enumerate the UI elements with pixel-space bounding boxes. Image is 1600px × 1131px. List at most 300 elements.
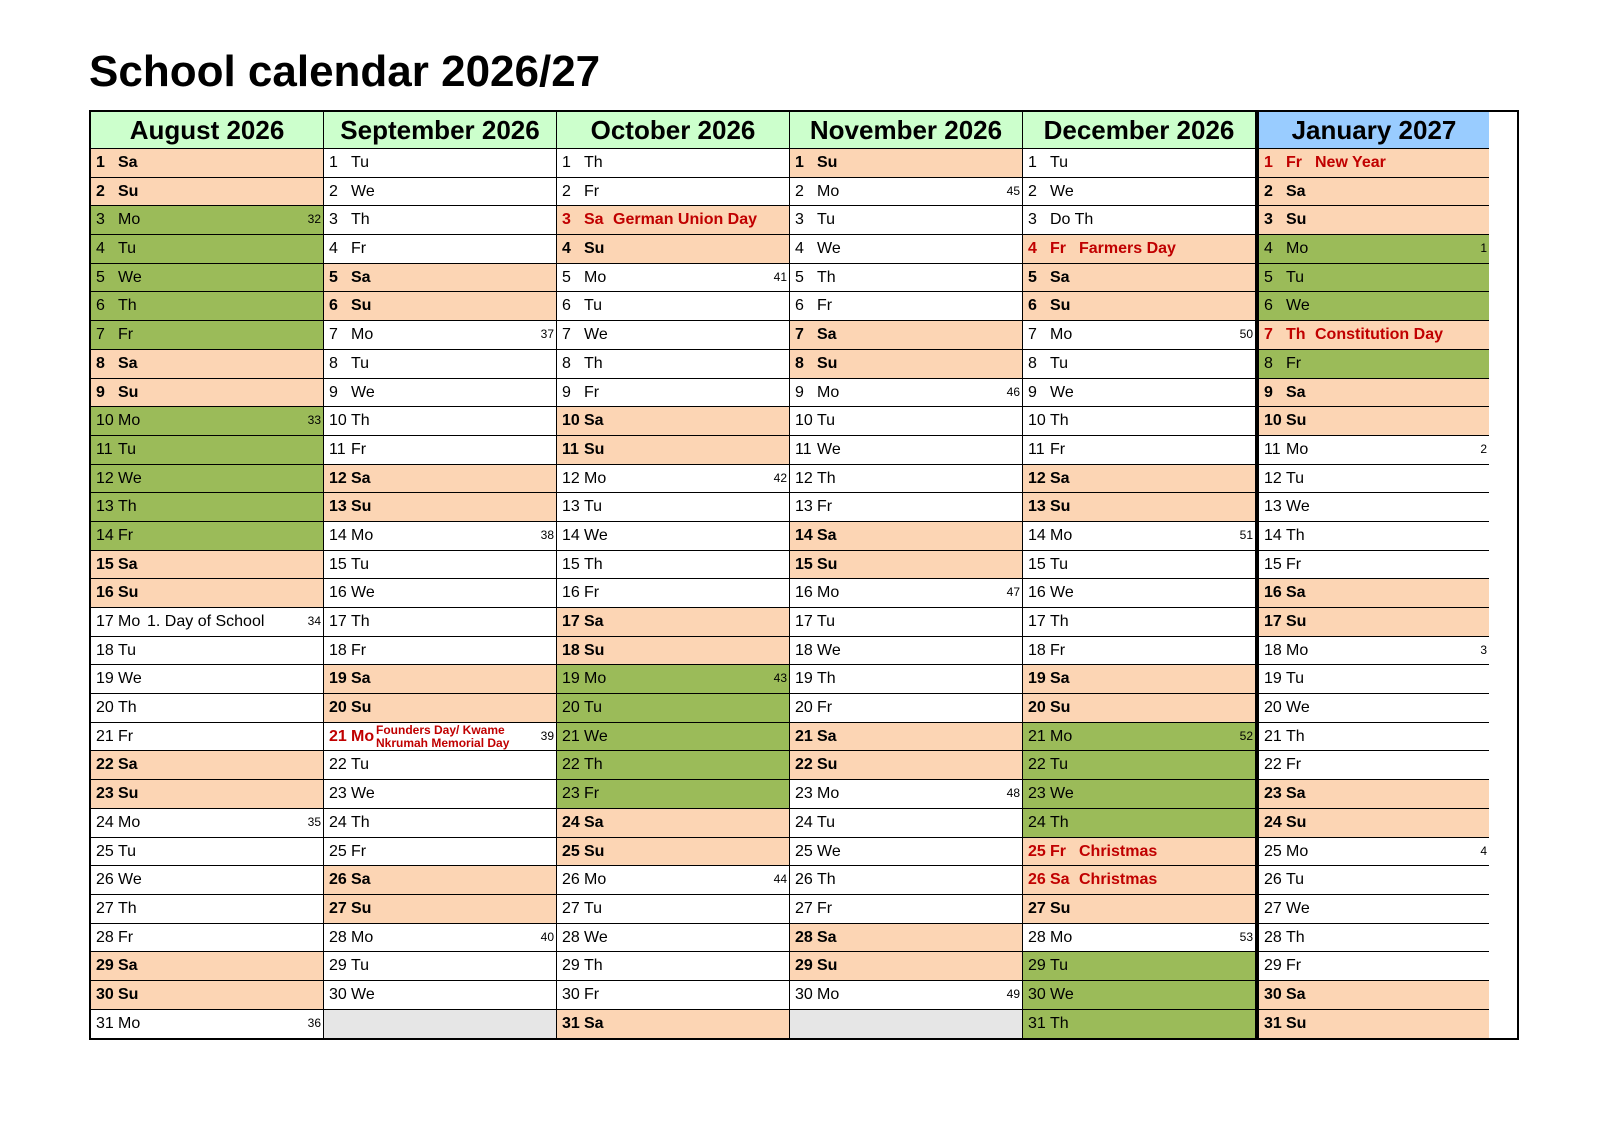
day-cell (557, 952, 789, 981)
day-cell (790, 809, 1022, 838)
day-number: 30 (329, 985, 347, 1003)
day-number: 9 (1264, 383, 1273, 401)
day-number: 10 (562, 412, 580, 430)
weekday: Th (351, 412, 370, 430)
day-cell (557, 780, 789, 809)
day-number: 10 (1264, 412, 1282, 430)
day-cell (91, 751, 323, 780)
day-cell (1259, 1010, 1489, 1039)
weekday: Mo (584, 670, 607, 688)
day-cell (91, 809, 323, 838)
weekday: Sa (584, 613, 604, 630)
weekday: We (118, 268, 142, 286)
weekday: Sa (584, 1014, 604, 1032)
empty-day-cell (790, 1010, 1022, 1039)
day-number: 18 (1264, 641, 1282, 659)
weekday: Th (351, 613, 370, 630)
weekday: We (584, 526, 608, 544)
day-number: 29 (795, 957, 813, 975)
day-cell (324, 436, 556, 465)
day-number: 5 (795, 268, 804, 286)
day-cell (557, 838, 789, 867)
day-number: 12 (562, 469, 580, 487)
day-number: 19 (1028, 670, 1046, 688)
week-number: 41 (773, 269, 787, 284)
day-number: 3 (1028, 211, 1037, 229)
day-cell (790, 493, 1022, 522)
day-number: 19 (562, 670, 580, 688)
weekday: We (1050, 182, 1074, 200)
weekday: Su (1050, 899, 1071, 917)
day-cell (91, 981, 323, 1010)
day-number: 10 (1028, 412, 1046, 430)
day-cell (790, 551, 1022, 580)
day-cell (1259, 838, 1489, 867)
weekday: We (118, 670, 142, 688)
day-number: 17 (1028, 613, 1046, 630)
day-number: 2 (1028, 182, 1037, 200)
day-cell (91, 436, 323, 465)
day-cell (324, 952, 556, 981)
day-cell (1259, 493, 1489, 522)
weekday: Mo (351, 326, 374, 344)
day-number: 15 (96, 555, 114, 573)
day-number: 24 (795, 813, 813, 831)
day-number: 21 (562, 727, 580, 745)
weekday: Fr (351, 842, 367, 860)
day-cell (91, 924, 323, 953)
day-note: 1. Day of School (147, 613, 265, 630)
day-number: 10 (795, 412, 813, 430)
day-number: 25 (562, 842, 580, 860)
day-cell (1023, 838, 1255, 867)
day-number: 28 (329, 928, 347, 946)
day-cell (790, 407, 1022, 436)
day-cell (790, 579, 1022, 608)
day-cell (324, 522, 556, 551)
day-cell (1259, 149, 1489, 178)
day-cell (324, 608, 556, 637)
day-cell (790, 780, 1022, 809)
day-number: 30 (96, 985, 114, 1003)
weekday: Mo (817, 785, 840, 803)
day-number: 9 (329, 383, 338, 401)
weekday: Tu (817, 412, 836, 430)
day-number: 23 (96, 785, 114, 803)
weekday: Th (351, 813, 370, 831)
weekday: Su (817, 957, 838, 975)
day-number: 8 (795, 354, 804, 372)
day-number: 25 (1264, 842, 1282, 860)
weekday: Su (1286, 412, 1307, 430)
day-number: 11 (795, 440, 812, 458)
day-cell (790, 723, 1022, 752)
day-cell (91, 551, 323, 580)
weekday: Fr (584, 985, 600, 1003)
day-cell (790, 608, 1022, 637)
day-cell (324, 465, 556, 494)
day-cell (1023, 292, 1255, 321)
day-cell (91, 952, 323, 981)
weekday: Fr (1286, 154, 1302, 171)
day-cell (1023, 321, 1255, 350)
day-number: 27 (1264, 899, 1282, 917)
weekday: Sa (1286, 584, 1306, 602)
day-number: 28 (1028, 928, 1046, 946)
day-number: 15 (1028, 555, 1046, 573)
weekday: Mo (118, 412, 141, 430)
day-number: 15 (1264, 555, 1282, 573)
week-number: 52 (1239, 728, 1253, 743)
day-cell (1023, 551, 1255, 580)
day-number: 26 (562, 871, 580, 889)
weekday: Sa (351, 268, 371, 286)
weekday: Sa (1286, 985, 1306, 1003)
weekday: Fr (118, 928, 134, 946)
weekday: We (351, 383, 375, 401)
week-number: 46 (1006, 384, 1020, 399)
weekday: We (1050, 383, 1074, 401)
month-header: November 2026 (790, 112, 1022, 149)
day-cell (790, 694, 1022, 723)
weekday: Tu (584, 899, 603, 917)
day-cell (1259, 579, 1489, 608)
day-number: 13 (795, 498, 813, 516)
weekday: Sa (817, 526, 837, 544)
day-cell (557, 292, 789, 321)
day-number: 5 (562, 268, 571, 286)
weekday: Tu (1050, 154, 1069, 171)
day-cell (1023, 608, 1255, 637)
weekday: We (1050, 584, 1074, 602)
day-number: 11 (1264, 440, 1281, 458)
day-cell (91, 579, 323, 608)
weekday: Th (584, 154, 603, 171)
day-number: 26 (1028, 871, 1046, 889)
day-number: 31 (1028, 1014, 1046, 1032)
weekday: Th (1050, 1014, 1069, 1032)
day-cell (557, 522, 789, 551)
day-number: 23 (329, 785, 347, 803)
weekday: Fr (584, 182, 600, 200)
weekday: Fr (1050, 240, 1066, 258)
day-number: 22 (795, 756, 813, 774)
week-number: 40 (540, 929, 554, 944)
weekday: Tu (584, 498, 603, 516)
day-cell (91, 206, 323, 235)
weekday: Mo (118, 813, 141, 831)
day-number: 22 (562, 756, 580, 774)
day-cell (1259, 264, 1489, 293)
weekday: Tu (1286, 268, 1305, 286)
weekday: Fr (1286, 957, 1302, 975)
day-cell (1023, 522, 1255, 551)
month-column-september (324, 112, 557, 1038)
weekday: Tu (351, 957, 370, 975)
day-cell (1259, 436, 1489, 465)
day-cell (1259, 350, 1489, 379)
weekday: Fr (118, 526, 134, 544)
day-number: 16 (795, 584, 813, 602)
week-number: 35 (307, 814, 321, 829)
day-cell (91, 866, 323, 895)
weekday: We (584, 326, 608, 344)
day-number: 18 (329, 641, 347, 659)
day-number: 6 (795, 297, 804, 315)
week-number: 47 (1006, 585, 1020, 600)
week-number: 2 (1480, 441, 1487, 456)
weekday: Fr (817, 899, 833, 917)
day-number: 22 (1264, 756, 1282, 774)
weekday: Tu (1050, 756, 1069, 774)
month-header: August 2026 (91, 112, 323, 149)
weekday: Fr (817, 297, 833, 315)
day-number: 4 (1264, 240, 1273, 258)
day-cell (790, 465, 1022, 494)
day-cell (557, 379, 789, 408)
day-number: 20 (96, 699, 114, 717)
day-cell (557, 149, 789, 178)
weekday: We (817, 240, 841, 258)
weekday: We (1286, 699, 1310, 717)
week-number: 39 (540, 728, 554, 743)
day-number: 8 (1028, 354, 1037, 372)
day-number: 4 (562, 240, 571, 258)
weekday: Sa (1286, 785, 1306, 803)
weekday: Mo (351, 928, 374, 946)
day-number: 12 (1028, 469, 1046, 487)
weekday: Tu (351, 555, 370, 573)
day-cell (557, 608, 789, 637)
calendar-grid (89, 110, 1519, 1040)
day-number: 21 (1264, 727, 1282, 745)
weekday: Fr (351, 641, 367, 659)
weekday: Tu (118, 641, 137, 659)
day-number: 15 (329, 555, 347, 573)
weekday: Sa (817, 727, 837, 745)
day-cell (91, 637, 323, 666)
weekday: Sa (1050, 670, 1070, 688)
day-number: 10 (329, 412, 347, 430)
day-cell (91, 780, 323, 809)
weekday: We (351, 785, 375, 803)
day-number: 28 (795, 928, 813, 946)
day-cell (324, 838, 556, 867)
day-cell (91, 379, 323, 408)
day-number: 27 (96, 899, 114, 917)
day-number: 24 (96, 813, 114, 831)
weekday: Sa (118, 154, 138, 171)
day-number: 22 (1028, 756, 1046, 774)
day-note: Farmers Day (1079, 240, 1176, 258)
weekday: Tu (817, 613, 836, 630)
day-cell (324, 723, 556, 752)
day-number: 8 (329, 354, 338, 372)
day-cell (557, 1010, 789, 1039)
weekday: Tu (118, 440, 137, 458)
day-number: 1 (329, 154, 338, 171)
weekday: Th (118, 699, 137, 717)
day-cell (557, 436, 789, 465)
weekday: Th (1286, 526, 1305, 544)
day-cell (557, 465, 789, 494)
day-note: Christmas (1079, 871, 1158, 889)
day-cell (790, 981, 1022, 1010)
weekday: Mo (817, 584, 840, 602)
day-cell (324, 694, 556, 723)
day-cell (790, 436, 1022, 465)
day-number: 8 (1264, 354, 1273, 372)
weekday: We (351, 584, 375, 602)
day-number: 9 (1028, 383, 1037, 401)
weekday: Su (1286, 1014, 1307, 1032)
day-cell (324, 981, 556, 1010)
weekday: Sa (817, 326, 837, 344)
weekday: Mo (1286, 240, 1309, 258)
day-number: 2 (329, 182, 338, 200)
weekday: We (1286, 899, 1310, 917)
day-number: 6 (96, 297, 105, 315)
day-cell (1259, 206, 1489, 235)
weekday: Su (817, 756, 838, 774)
day-cell (1259, 522, 1489, 551)
day-number: 17 (562, 613, 580, 630)
day-number: 14 (795, 526, 813, 544)
weekday: Tu (584, 297, 603, 315)
day-number: 20 (795, 699, 813, 717)
day-number: 22 (329, 756, 347, 774)
weekday: Mo (817, 383, 840, 401)
day-number: 24 (1264, 813, 1282, 831)
day-cell (91, 723, 323, 752)
weekday: Su (118, 985, 139, 1003)
day-number: 1 (1264, 154, 1273, 171)
day-number: 27 (329, 899, 347, 917)
weekday: Sa (351, 871, 371, 889)
weekday: Fr (584, 584, 600, 602)
week-number: 1 (1480, 241, 1487, 256)
day-number: 7 (96, 326, 105, 344)
weekday: We (118, 469, 142, 487)
weekday: Su (817, 555, 838, 573)
day-cell (790, 379, 1022, 408)
day-number: 7 (795, 326, 804, 344)
weekday: Sa (817, 928, 837, 946)
weekday: Su (118, 785, 139, 803)
month-column-august (91, 112, 324, 1038)
weekday: Th (118, 498, 137, 516)
day-cell (324, 350, 556, 379)
day-cell (324, 149, 556, 178)
empty-day-cell (324, 1010, 556, 1039)
day-number: 25 (795, 842, 813, 860)
day-number: 1 (795, 154, 804, 171)
day-number: 20 (562, 699, 580, 717)
week-number: 48 (1006, 786, 1020, 801)
weekday: Fr (118, 326, 134, 344)
weekday: Sa (584, 211, 604, 229)
weekday: Su (1286, 813, 1307, 831)
day-number: 13 (329, 498, 347, 516)
day-cell (1023, 981, 1255, 1010)
day-number: 6 (329, 297, 338, 315)
day-number: 2 (1264, 182, 1273, 200)
weekday: We (1050, 985, 1074, 1003)
day-number: 12 (96, 469, 114, 487)
day-cell (324, 895, 556, 924)
day-note: Constitution Day (1315, 326, 1443, 344)
weekday: We (584, 727, 608, 745)
day-cell (1023, 866, 1255, 895)
weekday: Mo (351, 727, 375, 745)
day-number: 20 (1028, 699, 1046, 717)
day-number: 4 (795, 240, 804, 258)
weekday: Sa (118, 756, 138, 774)
day-number: 21 (329, 727, 347, 745)
day-cell (1259, 608, 1489, 637)
week-number: 53 (1239, 929, 1253, 944)
weekday: Mo (817, 182, 840, 200)
day-number: 5 (96, 268, 105, 286)
day-number: 29 (96, 957, 114, 975)
day-cell (790, 149, 1022, 178)
day-cell (790, 637, 1022, 666)
day-cell (324, 665, 556, 694)
weekday: We (1050, 785, 1074, 803)
weekday: Th (1050, 412, 1069, 430)
day-cell (790, 924, 1022, 953)
day-cell (790, 952, 1022, 981)
day-number: 29 (1264, 957, 1282, 975)
weekday: Tu (584, 699, 603, 717)
day-number: 20 (1264, 699, 1282, 717)
week-number: 50 (1239, 327, 1253, 342)
day-note: Christmas (1079, 842, 1158, 860)
day-cell (1023, 924, 1255, 953)
weekday: Fr (584, 383, 600, 401)
weekday: Th (1050, 613, 1069, 630)
day-number: 13 (1264, 498, 1282, 516)
day-cell (324, 751, 556, 780)
day-cell (91, 149, 323, 178)
day-number: 6 (562, 297, 571, 315)
day-number: 26 (96, 871, 114, 889)
weekday: Su (584, 842, 605, 860)
day-cell (91, 608, 323, 637)
day-number: 31 (562, 1014, 580, 1032)
day-cell (324, 780, 556, 809)
day-number: 23 (1028, 785, 1046, 803)
day-number: 7 (329, 326, 338, 344)
day-cell (1259, 981, 1489, 1010)
day-cell (557, 637, 789, 666)
day-number: 14 (1028, 526, 1046, 544)
day-cell (790, 292, 1022, 321)
week-number: 42 (773, 470, 787, 485)
day-cell (1023, 350, 1255, 379)
day-number: 23 (562, 785, 580, 803)
day-number: 24 (329, 813, 347, 831)
day-cell (1023, 493, 1255, 522)
weekday: Su (118, 383, 139, 401)
weekday: Su (584, 240, 605, 258)
weekday: Su (817, 354, 838, 372)
day-number: 26 (1264, 871, 1282, 889)
day-cell (1259, 235, 1489, 264)
day-number: 25 (329, 842, 347, 860)
day-cell (1259, 809, 1489, 838)
day-cell (1023, 235, 1255, 264)
